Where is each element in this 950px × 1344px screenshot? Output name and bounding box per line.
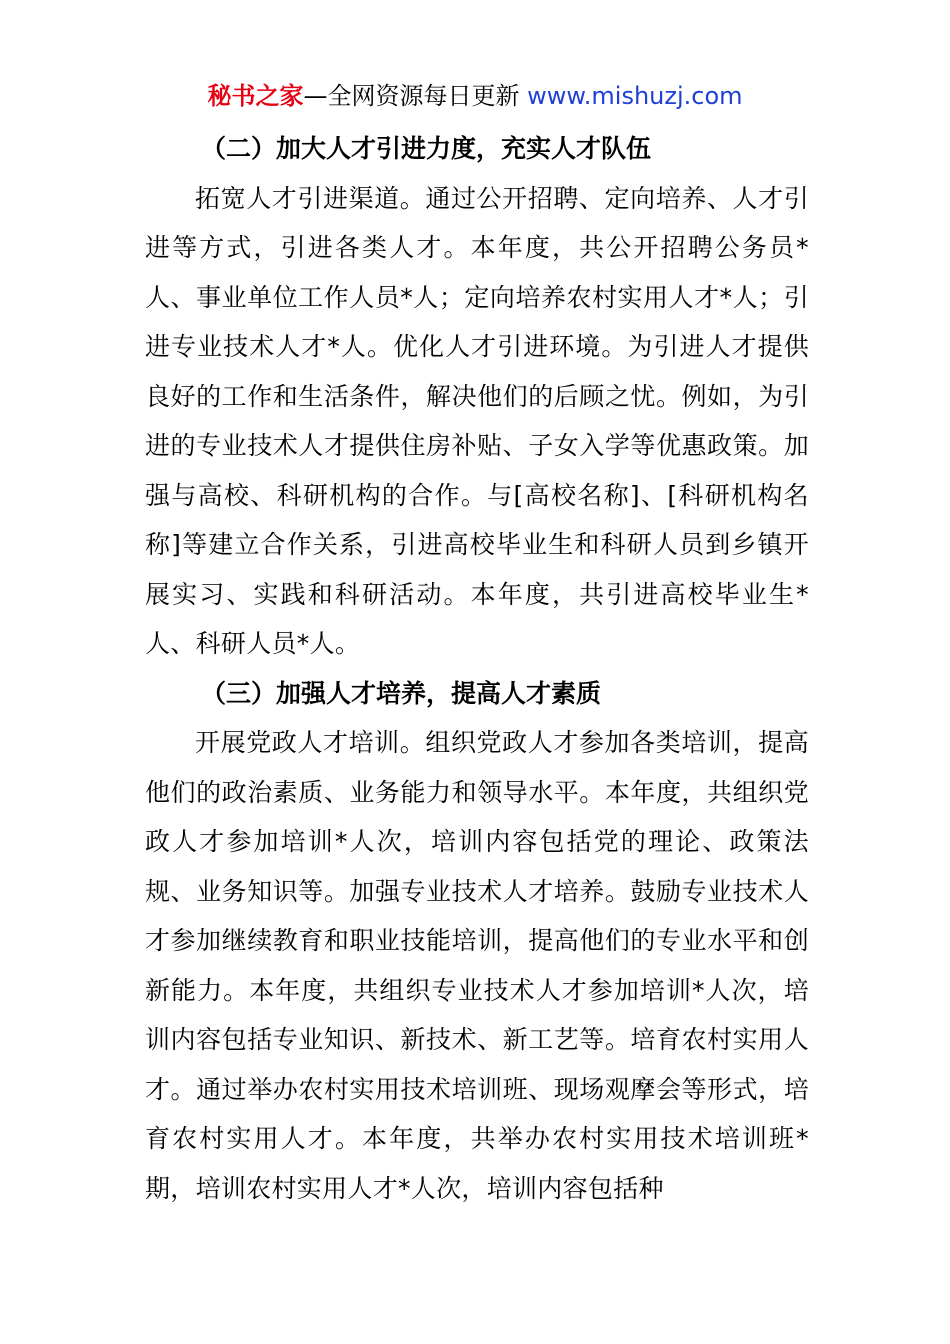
site-tagline: —全网资源每日更新 [303, 82, 528, 110]
site-url-link[interactable]: www.mishuzj.com [527, 82, 743, 110]
section-paragraph-3: 开展党政人才培训。组织党政人才参加各类培训，提高他们的政治素质、业务能力和领导水平。本年度，共组织党政人才参加培训*人次，培训内容包括党的理论、政策法规、业务知识等。加强专业技术人才培养。鼓励专业技术人才参加继续教育和职业技能培训，提高他们的专业水平和创新能力。本年度，共组织专业技术人才参加培训*人次，培训内容包括专业知识、新技术、新工艺等。培育农村实用人才。通过举办农村实用技术培训班、现场观摩会等形式，培育农村实用人才。本年度，共举办农村实用技术培训班*期，培训农村实用人才*人次，培训内容包括种 [145, 728, 809, 1203]
site-brand: 秘书之家 [207, 82, 304, 110]
section-heading-3: （三）加强人才培养，提高人才素质 [201, 678, 602, 708]
document-body [145, 124, 809, 1213]
section-paragraph-2: 拓宽人才引进渠道。通过公开招聘、定向培养、人才引进等方式，引进各类人才。本年度，共公开招聘公务员*人、事业单位工作人员*人；定向培养农村实用人才*人；引进专业技术人才*人。优化人才引进环境。为引进人才提供良好的工作和生活条件，解决他们的后顾之忧。例如，为引进的专业技术人才提供住房补贴、子女入学等优惠政策。加强与高校、科研机构的合作。与[高校名称]、[科研机构名称]等建立合作关系，引进高校毕业生和科研人员到乡镇开展实习、实践和科研活动。本年度，共引进高校毕业生*人、科研人员*人。 [145, 183, 809, 658]
site-header [0, 78, 950, 114]
section-heading-2: （二）加大人才引进力度，充实人才队伍 [201, 134, 652, 163]
